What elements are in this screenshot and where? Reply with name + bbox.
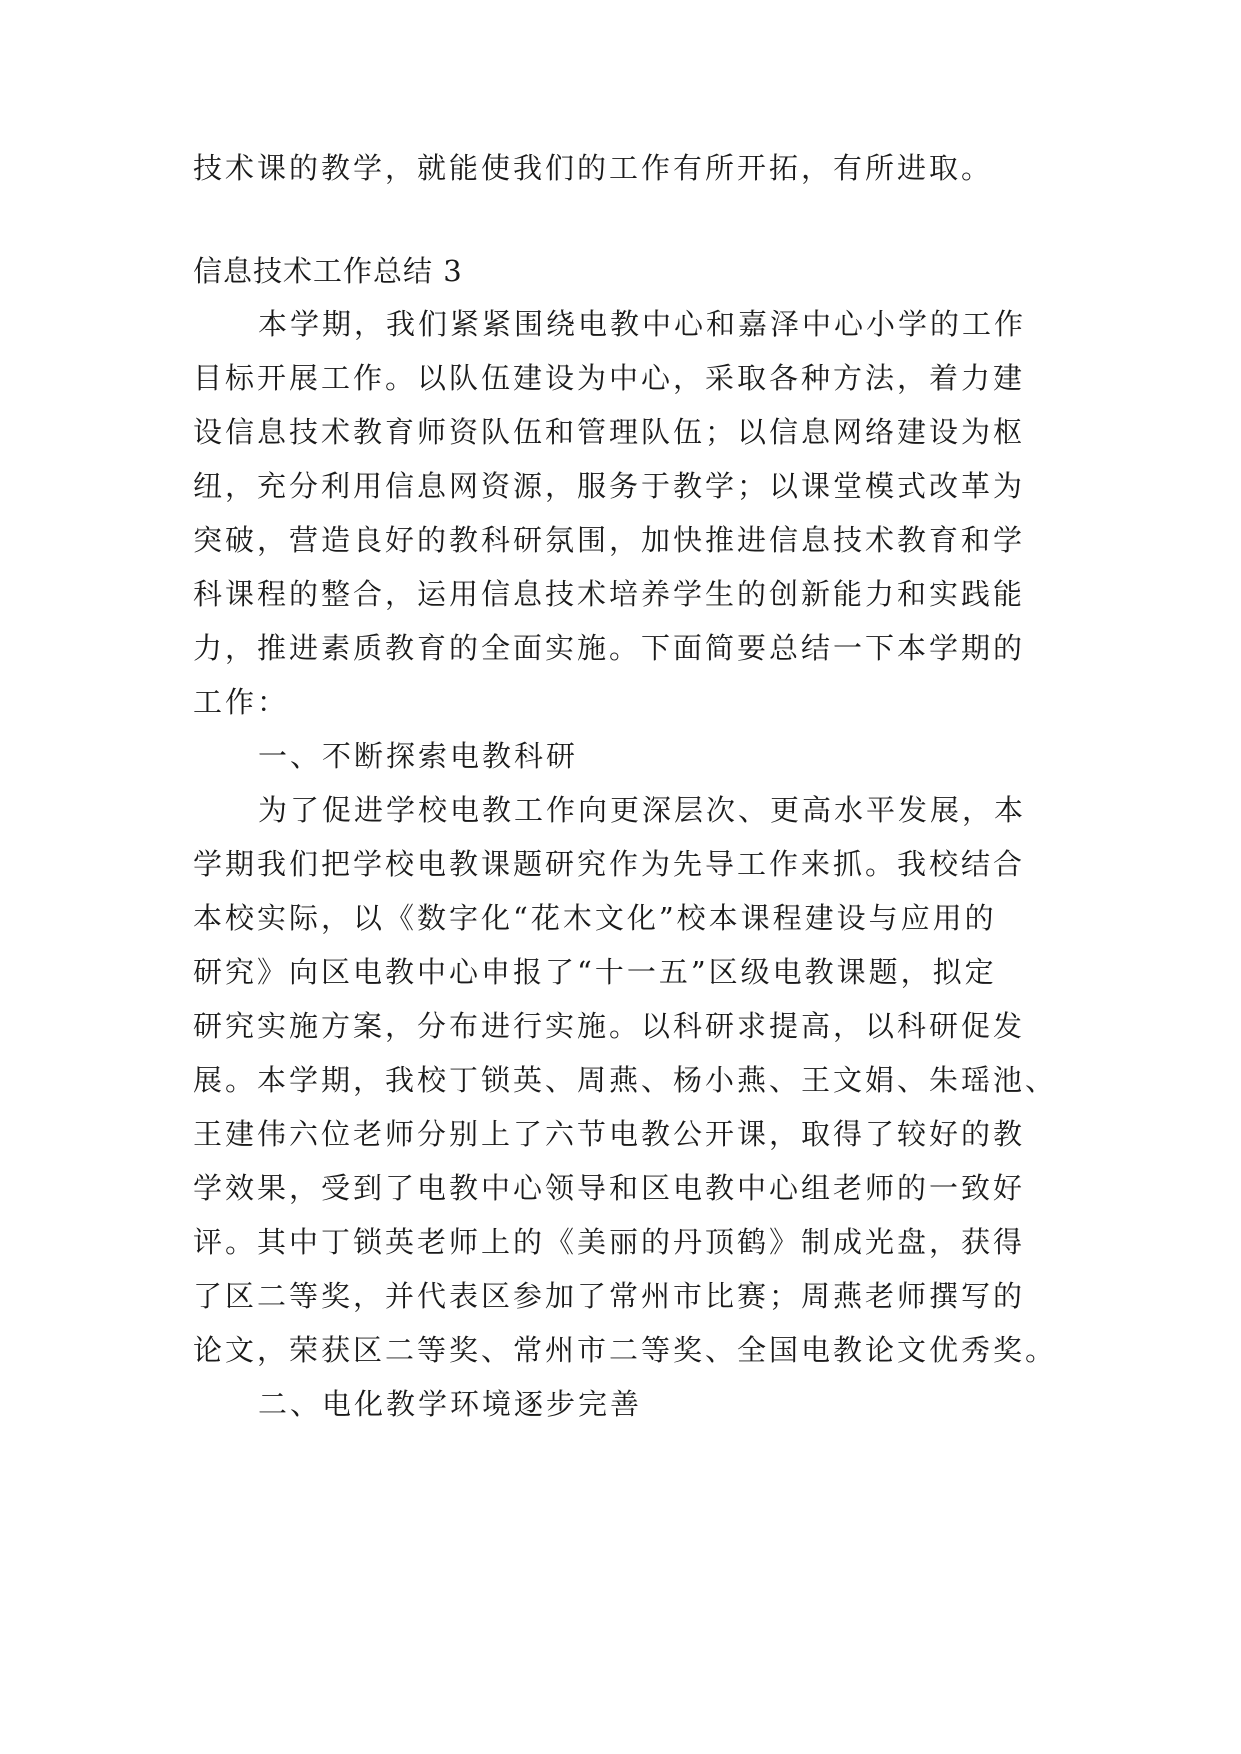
subsection-heading: 一、不断探索电教科研 [258,739,579,773]
paragraph-line: 科课程的整合，运用信息技术培养学生的创新能力和实践能 [193,577,1026,611]
paragraph-line: 本学期，我们紧紧围绕电教中心和嘉泽中心小学的工作 [258,307,1027,341]
paragraph-line: 研究实施方案，分布进行实施。以科研求提高，以科研促发 [193,1009,1026,1043]
paragraph-line: 工作： [193,685,290,719]
paragraph-line: 展。本学期，我校丁锁英、周燕、杨小燕、王文娟、朱瑶池、 [193,1063,1058,1097]
paragraph-line: 了区二等奖，并代表区参加了常州市比赛；周燕老师撰写的 [193,1279,1026,1313]
paragraph-line: 评。其中丁锁英老师上的《美丽的丹顶鹤》制成光盘，获得 [193,1225,1026,1259]
paragraph-line: 突破，营造良好的教科研氛围，加快推进信息技术教育和学 [193,523,1026,557]
paragraph-line: 力，推进素质教育的全面实施。下面简要总结一下本学期的 [193,631,1026,665]
paragraph-line: 王建伟六位老师分别上了六节电教公开课，取得了较好的教 [193,1117,1026,1151]
section-title: 信息技术工作总结 3 [193,254,463,288]
paragraph-line: 研究》向区电教中心申报了“十一五”区级电教课题，拟定 [193,955,997,989]
paragraph-line: 设信息技术教育师资队伍和管理队伍；以信息网络建设为枢 [193,415,1026,449]
paragraph-line: 学期我们把学校电教课题研究作为先导工作来抓。我校结合 [193,847,1026,881]
paragraph-line: 学效果，受到了电教中心领导和区电教中心组老师的一致好 [193,1171,1026,1205]
paragraph-line: 论文，荣获区二等奖、常州市二等奖、全国电教论文优秀奖。 [193,1333,1058,1367]
subsection-heading: 二、电化教学环境逐步完善 [258,1387,643,1421]
paragraph-line: 纽，充分利用信息网资源，服务于教学；以课堂模式改革为 [193,469,1026,503]
text-line: 技术课的教学，就能使我们的工作有所开拓，有所进取。 [193,151,994,185]
paragraph-line: 本校实际，以《数字化“花木文化”校本课程建设与应用的 [193,901,997,935]
paragraph-line: 为了促进学校电教工作向更深层次、更高水平发展，本 [258,793,1027,827]
paragraph-line: 目标开展工作。以队伍建设为中心，采取各种方法，着力建 [193,361,1026,395]
